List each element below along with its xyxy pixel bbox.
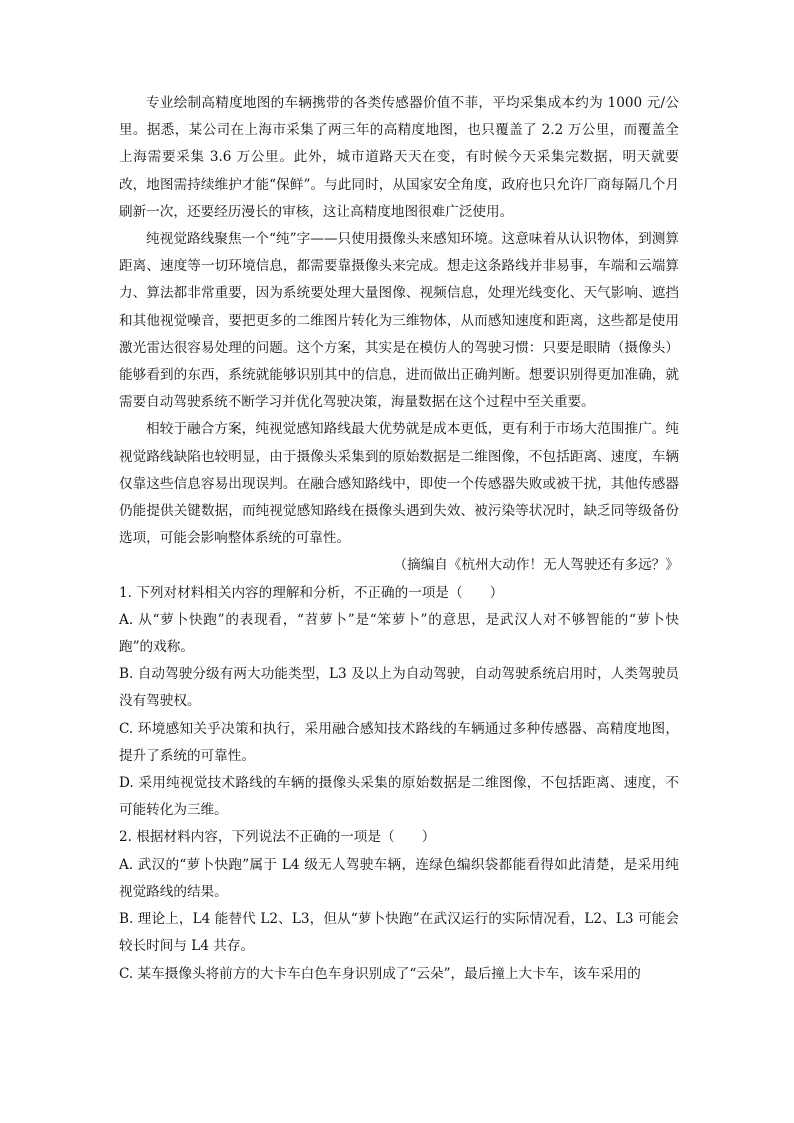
question-1-option-d: D. 采用纯视觉技术路线的车辆的摄像头采集的原始数据是二维图像，不包括距离、速度，不可能转化为三维。 (119, 775, 679, 819)
passage-paragraph-3: 相较于融合方案，纯视觉感知路线最大优势就是成本更低，更有利于市场大范围推广。纯视觉路线缺陷也较明显，由于摄像头采集到的原始数据是二维图像，不包括距离、速度，车辆仅靠这些信息容易出现误判。在融合感知路线中，即使一个传感器失败或被干扰，其他传感器仍能提供关键数据，而纯视觉感知路线在摄像头遇到失效、被污染等状况时，缺乏同等级备份选项，可能会影响整体系统的可靠性。 (119, 421, 679, 547)
question-1 (119, 580, 679, 825)
question-2-option-c: C. 某车摄像头将前方的大卡车白色车身识别成了“云朵”，最后撞上大卡车，该车采用的 (119, 965, 641, 982)
passage-source: （摘编自《杭州大动作！无人驾驶还有多远？》 (393, 557, 679, 574)
question-1-option-c: C. 环境感知关乎决策和执行，采用融合感知技术路线的车辆通过多种传感器、高精度地图，提升了系统的可靠性。 (119, 720, 679, 764)
question-1-option-b: B. 自动驾驶分级有两大功能类型，L3 及以上为自动驾驶，自动驾驶系统启用时，人类驾驶员没有驾驶权。 (119, 666, 679, 710)
question-2-option-b: B. 理论上，L4 能替代 L2、L3，但从“萝卜快跑”在武汉运行的实际情况看，L2、L3 可能会较长时间与 L4 共存。 (119, 911, 679, 955)
document-page (119, 90, 679, 988)
question-2-stem: 2. 根据材料内容，下列说法不正确的一项是（ ） (119, 829, 436, 846)
passage-paragraph-1: 专业绘制高精度地图的车辆携带的各类传感器价值不菲，平均采集成本约为 1000 元/公里。据悉，某公司在上海市采集了两三年的高精度地图，也只覆盖了 2.2 万公里，而覆盖全上海需要采集 3.6 万公里。此外，城市道路天天在变，有时候今天采集完数据，明天就要改，地图需持续维护才能“保鲜”。与此同时，从国家安全角度，政府也只允许厂商每隔几个月刷新一次，还要经历漫长的审核，这让高精度地图很难广泛使用。 (119, 95, 679, 220)
question-2-option-a: A. 武汉的“萝卜快跑”属于 L4 级无人驾驶车辆，连绿色编织袋都能看得如此清楚，是采用纯视觉路线的结果。 (119, 856, 679, 900)
question-1-stem: 1. 下列对材料相关内容的理解和分析，不正确的一项是（ ） (119, 584, 504, 601)
passage-paragraph-2: 纯视觉路线聚焦一个“纯”字——只使用摄像头来感知环境。这意味着从认识物体，到测算距离、速度等一切环境信息，都需要靠摄像头来完成。想走这条路线并非易事，车端和云端算力、算法都非常重要，因为系统要处理大量图像、视频信息，处理光线变化、天气影响、遮挡和其他视觉噪音，要把更多的二维图片转化为三维物体，从而感知速度和距离，这些都是使用激光雷达很容易处理的问题。这个方案，其实是在模仿人的驾驶习惯：只要是眼睛（摄像头）能够看到的东西，系统就能够识别其中的信息，进而做出正确判断。想要识别得更加准确，就需要自动驾驶系统不断学习并优化驾驶决策，海量数据在这个过程中至关重要。 (119, 231, 679, 411)
question-2 (119, 824, 679, 987)
question-1-option-a: A. 从“萝卜快跑”的表现看，“苕萝卜”是“笨萝卜”的意思，是武汉人对不够智能的“萝卜快跑”的戏称。 (119, 611, 679, 656)
